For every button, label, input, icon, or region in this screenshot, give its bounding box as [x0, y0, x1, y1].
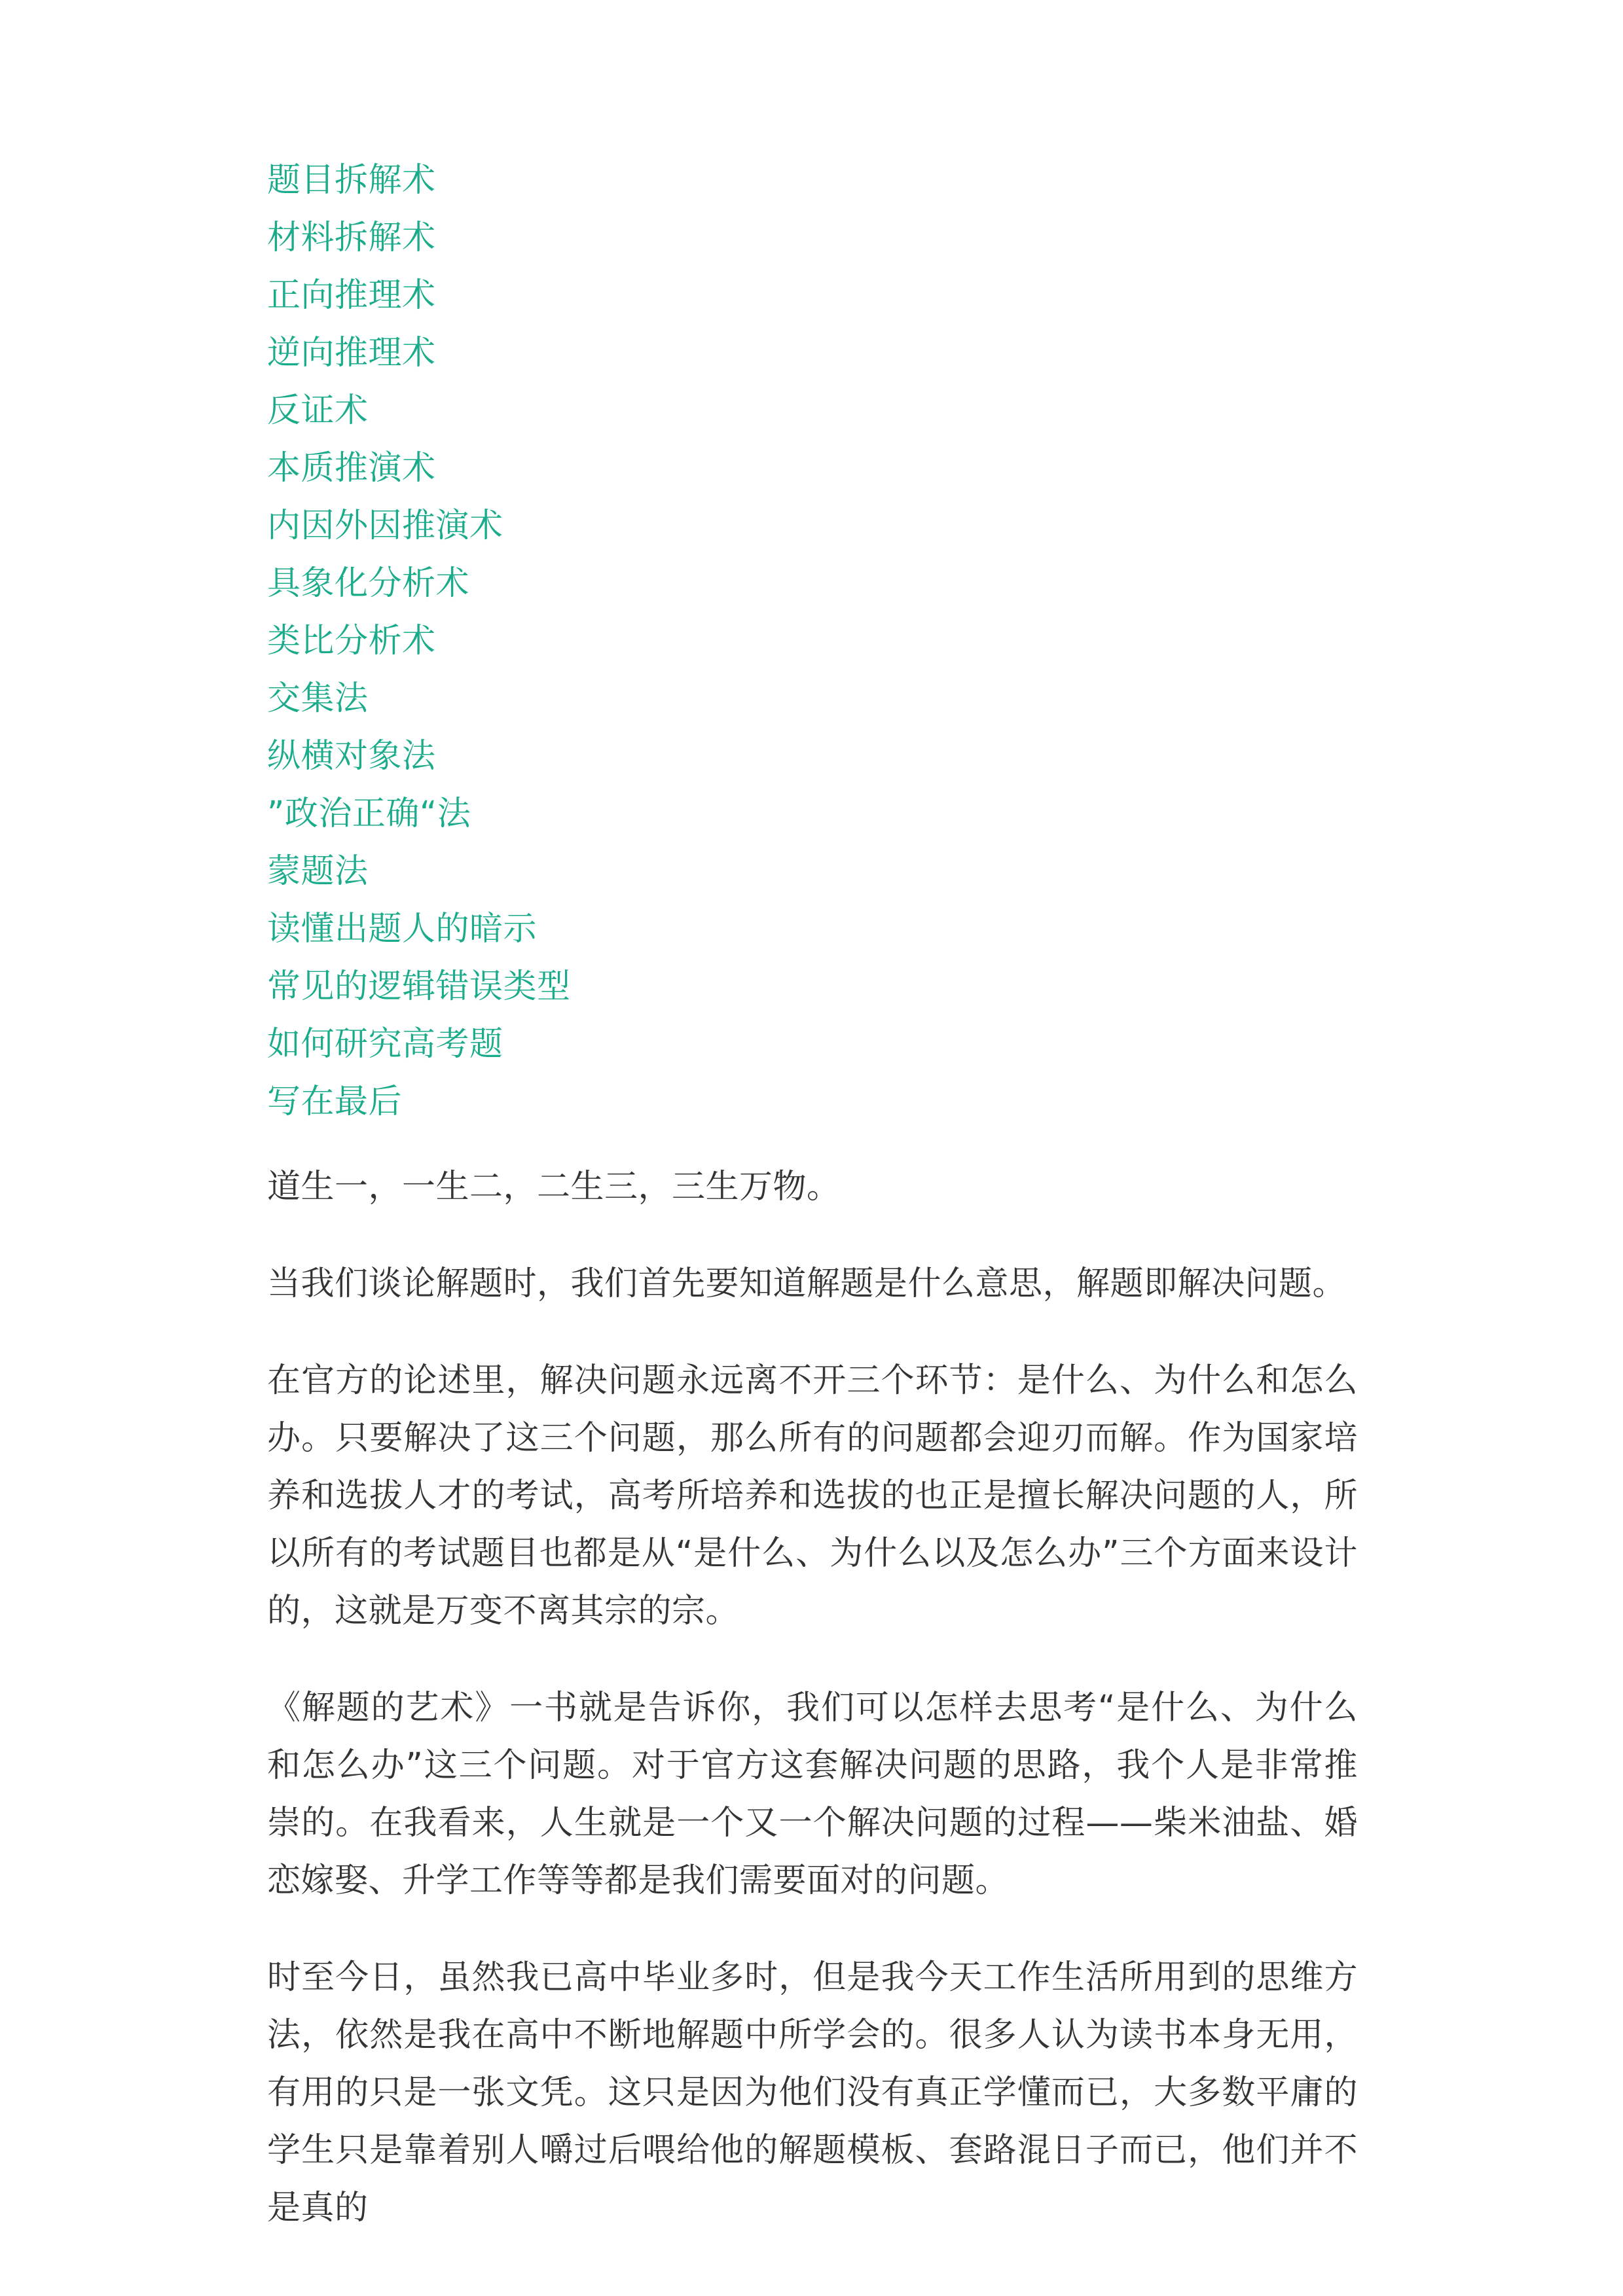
- body-paragraph: 道生一，一生二，二生三，三生万物。: [267, 1168, 841, 1206]
- toc-link[interactable]: 蒙题法: [267, 852, 369, 891]
- toc-link[interactable]: 内因外因推演术: [267, 507, 503, 545]
- toc-item: [267, 152, 1358, 209]
- toc-item: [267, 785, 1358, 843]
- toc-item: [267, 555, 1358, 613]
- toc-link[interactable]: 题目拆解术: [267, 161, 436, 200]
- toc-item: [267, 613, 1358, 670]
- toc-item: [267, 1016, 1358, 1073]
- toc-item: [267, 670, 1358, 728]
- toc-item: [267, 1073, 1358, 1131]
- toc-link[interactable]: 常见的逻辑错误类型: [267, 967, 571, 1006]
- article-body: [267, 1158, 1358, 2237]
- toc-link[interactable]: 如何研究高考题: [267, 1025, 503, 1064]
- toc-item: [267, 728, 1358, 785]
- toc-item: [267, 382, 1358, 440]
- toc-link[interactable]: 纵横对象法: [267, 737, 436, 776]
- toc-link[interactable]: 反证术: [267, 391, 369, 430]
- body-paragraph: 当我们谈论解题时，我们首先要知道解题是什么意思，解题即解决问题。: [267, 1265, 1347, 1303]
- toc-item: [267, 958, 1358, 1016]
- toc-item: [267, 267, 1358, 325]
- toc-item: [267, 325, 1358, 382]
- toc-link[interactable]: 读懂出题人的暗示: [267, 910, 538, 948]
- toc-item: [267, 901, 1358, 958]
- body-paragraph: 《解题的艺术》一书就是告诉你，我们可以怎样去思考“是什么、为什么和怎么办”这三个问题。对于官方这套解决问题的思路，我个人是非常推崇的。在我看来，人生就是一个又一个解决问题的过程——柴米油盐、婚恋嫁娶、升学工作等等都是我们需要面对的问题。: [267, 1689, 1358, 1900]
- toc-item: [267, 209, 1358, 267]
- table-of-contents: [267, 152, 1358, 1131]
- toc-link[interactable]: 材料拆解术: [267, 219, 436, 257]
- toc-link[interactable]: 交集法: [267, 679, 369, 718]
- toc-item: [267, 497, 1358, 555]
- body-paragraph: 时至今日，虽然我已高中毕业多时，但是我今天工作生活所用到的思维方法，依然是我在高中不断地解题中所学会的。很多人认为读书本身无用，有用的只是一张文凭。这只是因为他们没有真正学懂而已，大多数平庸的学生只是靠着别人嚼过后喂给他的解题模板、套路混日子而已，他们并不是真的: [267, 1958, 1358, 2227]
- toc-link[interactable]: 类比分析术: [267, 622, 436, 660]
- toc-link[interactable]: 正向推理术: [267, 276, 436, 315]
- toc-item: [267, 843, 1358, 901]
- toc-link[interactable]: 写在最后: [267, 1083, 403, 1121]
- toc-item: [267, 440, 1358, 497]
- toc-link[interactable]: ”政治正确“法: [267, 795, 471, 833]
- body-paragraph: 在官方的论述里，解决问题永远离不开三个环节：是什么、为什么和怎么办。只要解决了这三个问题，那么所有的问题都会迎刃而解。作为国家培养和选拔人才的考试，高考所培养和选拔的也正是擅长解决问题的人，所以所有的考试题目也都是从“是什么、为什么以及怎么办”三个方面来设计的，这就是万变不离其宗的宗。: [267, 1361, 1358, 1630]
- toc-link[interactable]: 本质推演术: [267, 449, 436, 488]
- toc-link[interactable]: 逆向推理术: [267, 334, 436, 372]
- toc-link[interactable]: 具象化分析术: [267, 564, 470, 603]
